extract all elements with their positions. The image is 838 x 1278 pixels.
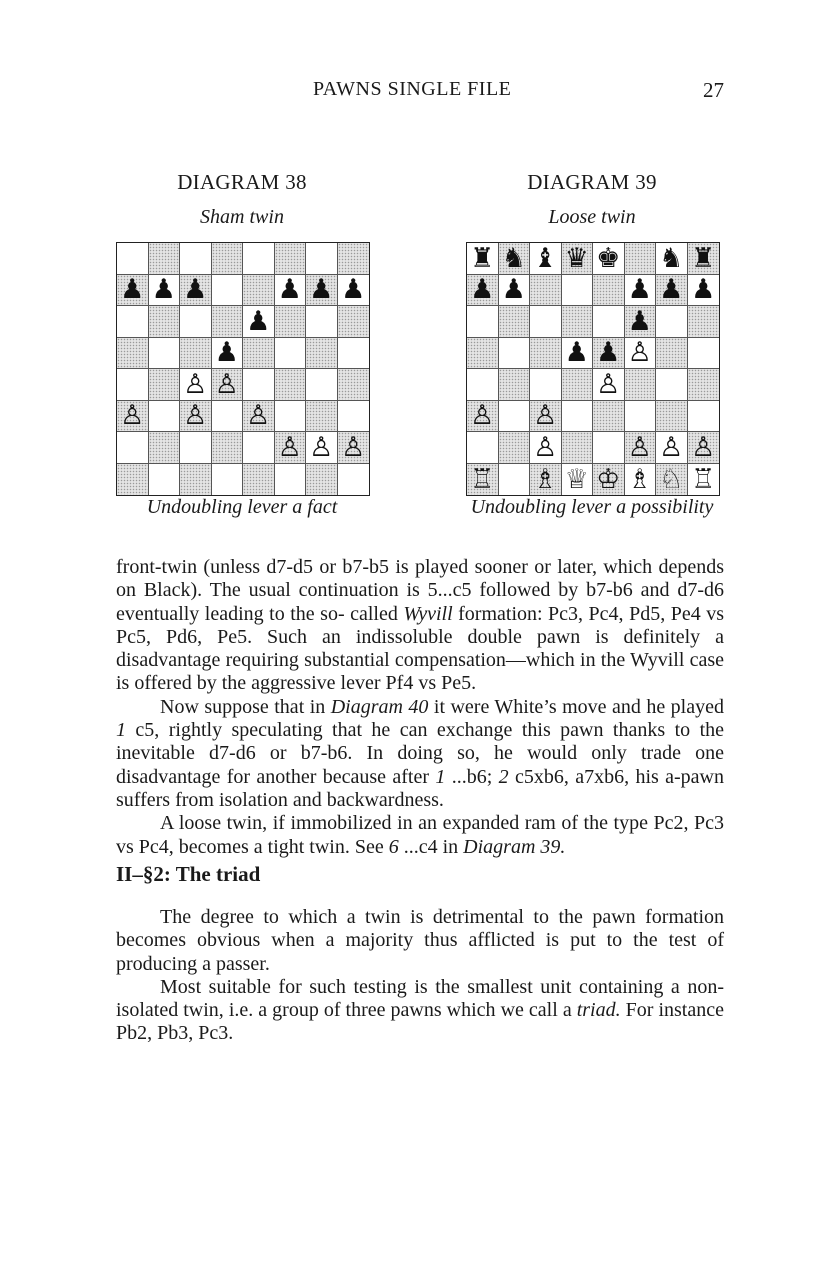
board-square bbox=[688, 369, 720, 401]
board-square bbox=[530, 401, 562, 433]
board-square bbox=[149, 464, 181, 496]
white-king-icon: ♔ bbox=[596, 463, 621, 495]
board-square bbox=[212, 464, 244, 496]
board-square bbox=[306, 401, 338, 433]
board-square bbox=[593, 243, 625, 275]
white-pawn-icon: ♙ bbox=[470, 400, 495, 432]
board-square bbox=[243, 338, 275, 370]
page-number: 27 bbox=[703, 78, 724, 102]
board-square bbox=[530, 369, 562, 401]
board-square bbox=[243, 432, 275, 464]
black-pawn-icon: ♟ bbox=[627, 305, 652, 337]
board-square bbox=[625, 338, 657, 370]
black-pawn-icon: ♟ bbox=[341, 274, 366, 306]
white-pawn-icon: ♙ bbox=[691, 431, 716, 463]
board-square bbox=[212, 369, 244, 401]
italic-run: Diagram 39. bbox=[463, 835, 566, 858]
board-square bbox=[593, 306, 625, 338]
board-square bbox=[212, 243, 244, 275]
board-square bbox=[499, 369, 531, 401]
black-rook-icon: ♜ bbox=[470, 242, 495, 274]
italic-run: 1 bbox=[435, 765, 446, 788]
text-run: Now suppose that in bbox=[160, 695, 331, 718]
black-pawn-icon: ♟ bbox=[309, 274, 334, 306]
board-square bbox=[149, 338, 181, 370]
page-header bbox=[0, 78, 838, 108]
board-square bbox=[212, 338, 244, 370]
black-queen-icon: ♛ bbox=[564, 242, 589, 274]
board-square bbox=[530, 275, 562, 307]
running-title: PAWNS SINGLE FILE bbox=[313, 78, 512, 100]
black-pawn-icon: ♟ bbox=[151, 274, 176, 306]
board-square bbox=[306, 369, 338, 401]
board-square bbox=[625, 243, 657, 275]
board-square bbox=[149, 275, 181, 307]
board-square bbox=[467, 464, 499, 496]
board-square bbox=[243, 306, 275, 338]
board-square bbox=[562, 369, 594, 401]
text-run: formation: Pc3, Pc4, Pd5, Pe4 vs Pc5, Pd6, Pe5. Such an indissoluble double pawn is definitely a disadvantage requiring substantial compensation—which in the Wyvill case is offered by the aggressive lever Pf4 vs Pe5. bbox=[116, 602, 724, 695]
board-square bbox=[117, 306, 149, 338]
white-pawn-icon: ♙ bbox=[341, 431, 366, 463]
board-square bbox=[117, 243, 149, 275]
board-square bbox=[688, 464, 720, 496]
board-square bbox=[212, 306, 244, 338]
board-square bbox=[306, 432, 338, 464]
board-square bbox=[499, 338, 531, 370]
board-square bbox=[499, 306, 531, 338]
board-square bbox=[180, 275, 212, 307]
board-square bbox=[117, 432, 149, 464]
section-heading: II–§2: The triad bbox=[116, 862, 261, 886]
white-pawn-icon: ♙ bbox=[533, 400, 558, 432]
board-square bbox=[338, 243, 370, 275]
black-pawn-icon: ♟ bbox=[470, 274, 495, 306]
black-pawn-icon: ♟ bbox=[596, 337, 621, 369]
paragraph bbox=[116, 812, 724, 859]
board-square bbox=[117, 275, 149, 307]
diagram-caption: Undoubling lever a fact bbox=[146, 496, 338, 518]
board-square bbox=[499, 432, 531, 464]
board-square bbox=[562, 464, 594, 496]
black-pawn-icon: ♟ bbox=[277, 274, 302, 306]
board-square bbox=[688, 401, 720, 433]
board-square bbox=[688, 338, 720, 370]
board-square bbox=[180, 338, 212, 370]
white-pawn-icon: ♙ bbox=[533, 431, 558, 463]
board-square bbox=[243, 243, 275, 275]
diagram-title: DIAGRAM 39 bbox=[527, 170, 657, 194]
black-pawn-icon: ♟ bbox=[214, 337, 239, 369]
board-square bbox=[625, 275, 657, 307]
white-bishop-icon: ♗ bbox=[627, 463, 652, 495]
white-pawn-icon: ♙ bbox=[659, 431, 684, 463]
board-square bbox=[530, 464, 562, 496]
board-square bbox=[688, 306, 720, 338]
board-square bbox=[180, 369, 212, 401]
board-square bbox=[467, 243, 499, 275]
black-pawn-icon: ♟ bbox=[183, 274, 208, 306]
white-pawn-icon: ♙ bbox=[277, 431, 302, 463]
board-square bbox=[562, 401, 594, 433]
board-square bbox=[275, 401, 307, 433]
board-square bbox=[117, 369, 149, 401]
black-pawn-icon: ♟ bbox=[691, 274, 716, 306]
paragraph bbox=[116, 906, 724, 976]
white-rook-icon: ♖ bbox=[691, 463, 716, 495]
board-square bbox=[467, 338, 499, 370]
board-square bbox=[530, 432, 562, 464]
board-square bbox=[499, 401, 531, 433]
white-queen-icon: ♕ bbox=[564, 463, 589, 495]
board-square bbox=[275, 369, 307, 401]
board-square bbox=[656, 369, 688, 401]
board-square bbox=[306, 464, 338, 496]
black-pawn-icon: ♟ bbox=[120, 274, 145, 306]
white-pawn-icon: ♙ bbox=[183, 368, 208, 400]
board-square bbox=[338, 338, 370, 370]
text-run: Most suitable for such testing is the smallest unit containing a non-isolated twin, i.e. a group of three pawns which we call a bbox=[116, 975, 724, 1022]
board-square bbox=[212, 275, 244, 307]
white-pawn-icon: ♙ bbox=[246, 400, 271, 432]
black-knight-icon: ♞ bbox=[501, 242, 526, 274]
board-square bbox=[243, 401, 275, 433]
board-square bbox=[625, 464, 657, 496]
board-square bbox=[243, 275, 275, 307]
board-square bbox=[562, 338, 594, 370]
board-square bbox=[656, 401, 688, 433]
black-bishop-icon: ♝ bbox=[533, 242, 558, 274]
board-square bbox=[275, 306, 307, 338]
body-text bbox=[116, 556, 724, 859]
board-square bbox=[625, 401, 657, 433]
diagram-subtitle: Loose twin bbox=[548, 206, 636, 228]
paragraph bbox=[116, 976, 724, 1046]
italic-run: 6 bbox=[388, 835, 399, 858]
board-square bbox=[593, 401, 625, 433]
board-square bbox=[467, 369, 499, 401]
italic-run: Wyvill bbox=[403, 602, 453, 625]
board-square bbox=[593, 369, 625, 401]
board-square bbox=[338, 432, 370, 464]
board-square bbox=[212, 432, 244, 464]
board-square bbox=[338, 369, 370, 401]
black-pawn-icon: ♟ bbox=[627, 274, 652, 306]
italic-run: 2 bbox=[498, 765, 509, 788]
black-pawn-icon: ♟ bbox=[501, 274, 526, 306]
board-square bbox=[562, 275, 594, 307]
black-pawn-icon: ♟ bbox=[659, 274, 684, 306]
board-square bbox=[562, 243, 594, 275]
italic-run: 1 bbox=[116, 719, 126, 742]
board-square bbox=[306, 338, 338, 370]
board-square bbox=[656, 464, 688, 496]
board-square bbox=[467, 401, 499, 433]
paragraph bbox=[116, 556, 724, 696]
board-square bbox=[338, 306, 370, 338]
text-run: ...b6; bbox=[445, 765, 499, 788]
black-knight-icon: ♞ bbox=[659, 242, 684, 274]
white-rook-icon: ♖ bbox=[470, 463, 495, 495]
body-text-section bbox=[116, 906, 724, 1046]
board-square bbox=[117, 338, 149, 370]
board-square bbox=[180, 306, 212, 338]
black-pawn-icon: ♟ bbox=[246, 305, 271, 337]
board-square bbox=[275, 275, 307, 307]
white-pawn-icon: ♙ bbox=[309, 431, 334, 463]
board-square bbox=[656, 432, 688, 464]
board-square bbox=[180, 243, 212, 275]
board-square bbox=[625, 369, 657, 401]
board-square bbox=[625, 432, 657, 464]
text-run: The degree to which a twin is detrimental to the pawn formation becomes obvious when a majority thus afflicted is put to the test of producing a passer. bbox=[116, 906, 724, 975]
board-square bbox=[338, 464, 370, 496]
board-square bbox=[530, 338, 562, 370]
chess-board bbox=[116, 242, 370, 496]
diagram-title: DIAGRAM 38 bbox=[177, 170, 307, 194]
white-knight-icon: ♘ bbox=[659, 463, 684, 495]
text-run: front-twin (unless d7-d5 or b7-b5 is played sooner or later, which depends on Black). The usual continuation is 5...c5 followed by b7-b6 and d7-d6 eventually leading to the so- called bbox=[116, 556, 724, 625]
black-rook-icon: ♜ bbox=[691, 242, 716, 274]
board-square bbox=[499, 243, 531, 275]
board-square bbox=[688, 243, 720, 275]
board-square bbox=[117, 464, 149, 496]
diagram-38 bbox=[92, 168, 392, 518]
white-pawn-icon: ♙ bbox=[120, 400, 145, 432]
board-square bbox=[212, 401, 244, 433]
board-square bbox=[467, 306, 499, 338]
white-pawn-icon: ♙ bbox=[627, 431, 652, 463]
board-square bbox=[656, 338, 688, 370]
board-square bbox=[275, 464, 307, 496]
board-square bbox=[562, 432, 594, 464]
board-square bbox=[593, 464, 625, 496]
board-square bbox=[117, 401, 149, 433]
board-square bbox=[688, 275, 720, 307]
board-square bbox=[656, 275, 688, 307]
chess-board bbox=[466, 242, 720, 496]
board-square bbox=[467, 432, 499, 464]
board-square bbox=[499, 275, 531, 307]
board-square bbox=[593, 275, 625, 307]
board-square bbox=[180, 432, 212, 464]
board-square bbox=[243, 369, 275, 401]
board-square bbox=[149, 306, 181, 338]
board-square bbox=[180, 401, 212, 433]
board-square bbox=[530, 306, 562, 338]
text-run: ...c4 in bbox=[398, 835, 464, 858]
board-square bbox=[656, 306, 688, 338]
board-square bbox=[467, 275, 499, 307]
board-square bbox=[338, 401, 370, 433]
board-square bbox=[625, 306, 657, 338]
board-square bbox=[530, 243, 562, 275]
board-square bbox=[306, 243, 338, 275]
paragraph bbox=[116, 696, 724, 812]
diagram-subtitle: Sham twin bbox=[200, 206, 284, 228]
white-bishop-icon: ♗ bbox=[533, 463, 558, 495]
board-square bbox=[499, 464, 531, 496]
white-pawn-icon: ♙ bbox=[214, 368, 239, 400]
text-run: c5xb6, a7xb6, his a-pawn suffers from isolation and backwardness. bbox=[116, 765, 724, 811]
text-run: For instance Pb2, Pb3, Pc3. bbox=[116, 999, 724, 1045]
board-square bbox=[593, 432, 625, 464]
white-pawn-icon: ♙ bbox=[183, 400, 208, 432]
text-run: A loose twin, if immobilized in an expanded ram of the type Pc2, Pc3 vs Pc4, becomes a tight twin. See bbox=[116, 812, 724, 858]
board-square bbox=[306, 306, 338, 338]
diagram-caption: Undoubling lever a possibility bbox=[470, 496, 714, 518]
board-square bbox=[593, 338, 625, 370]
board-square bbox=[180, 464, 212, 496]
board-square bbox=[338, 275, 370, 307]
white-pawn-icon: ♙ bbox=[596, 368, 621, 400]
italic-run: Diagram 40 bbox=[330, 695, 429, 718]
board-square bbox=[149, 243, 181, 275]
board-square bbox=[688, 432, 720, 464]
italic-run: triad. bbox=[576, 999, 621, 1022]
board-square bbox=[306, 275, 338, 307]
board-square bbox=[149, 432, 181, 464]
text-run: c5, rightly speculating that he can exchange this pawn thanks to the inevitable d7-d6 or b7-b6. In doing so, he would only trade one disadvantage for another because after bbox=[116, 719, 724, 788]
board-square bbox=[149, 401, 181, 433]
diagram-39 bbox=[442, 168, 742, 518]
board-square bbox=[243, 464, 275, 496]
black-king-icon: ♚ bbox=[596, 242, 621, 274]
board-square bbox=[149, 369, 181, 401]
black-pawn-icon: ♟ bbox=[564, 337, 589, 369]
board-square bbox=[562, 306, 594, 338]
text-run: it were White’s move and he played bbox=[428, 695, 724, 718]
board-square bbox=[275, 338, 307, 370]
board-square bbox=[275, 432, 307, 464]
white-pawn-icon: ♙ bbox=[627, 337, 652, 369]
board-square bbox=[275, 243, 307, 275]
board-square bbox=[656, 243, 688, 275]
